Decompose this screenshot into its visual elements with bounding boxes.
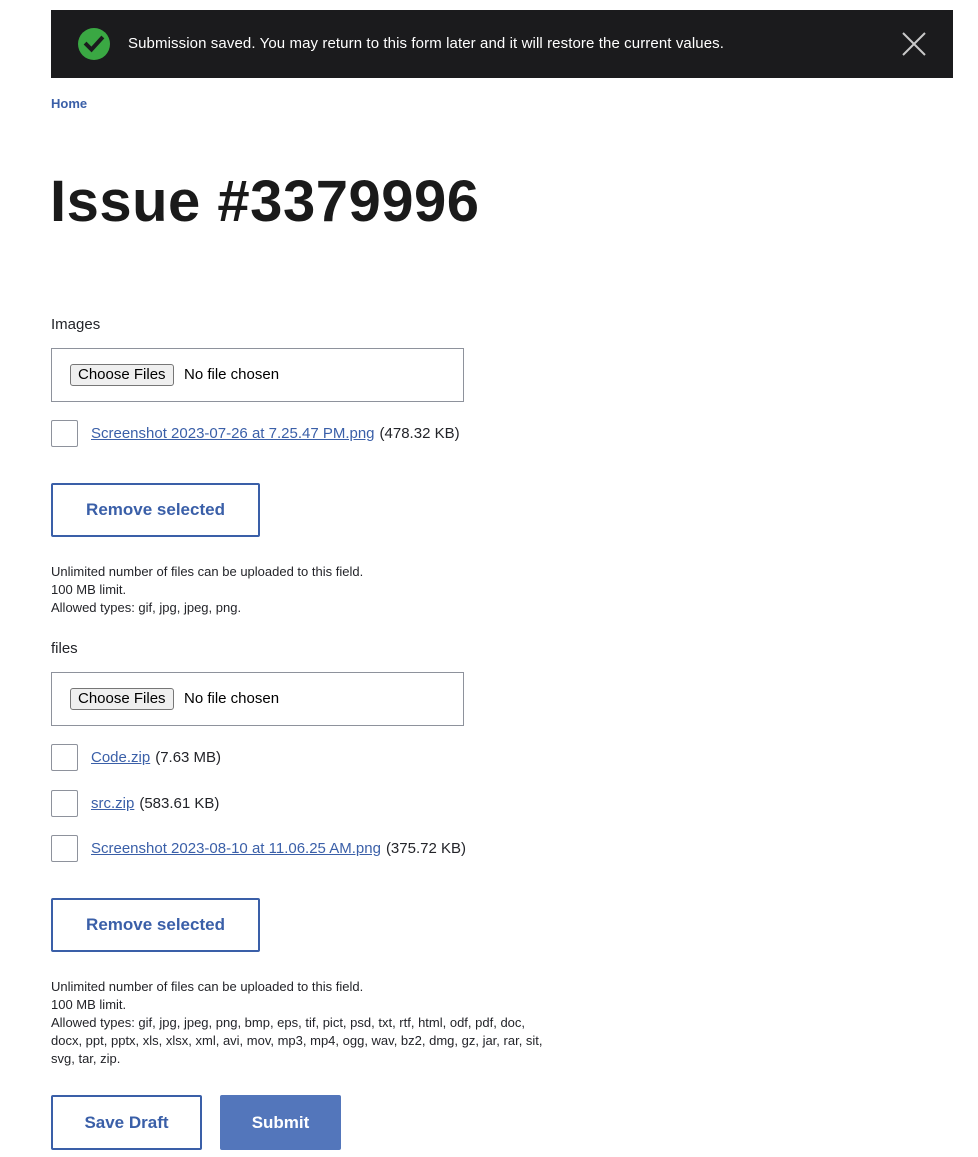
files-help-line: Unlimited number of files can be uploaded to this field. bbox=[51, 979, 364, 994]
images-help-line: 100 MB limit. bbox=[51, 582, 127, 597]
images-remove-selected-button[interactable]: Remove selected bbox=[51, 483, 260, 537]
images-file-link[interactable]: Screenshot 2023-07-26 at 7.25.47 PM.png bbox=[91, 424, 375, 442]
files-file-row bbox=[51, 835, 466, 861]
files-file-link[interactable]: Code.zip bbox=[91, 748, 151, 766]
images-file-size: (478.32 KB) bbox=[379, 424, 460, 442]
files-file-row bbox=[51, 744, 221, 770]
status-message bbox=[51, 10, 953, 78]
files-file-checkbox[interactable] bbox=[51, 835, 78, 862]
breadcrumb-home-link[interactable]: Home bbox=[51, 96, 88, 111]
files-file-link[interactable]: src.zip bbox=[91, 794, 135, 812]
page-title: Issue #3379996 bbox=[50, 169, 480, 234]
check-circle-icon bbox=[78, 28, 110, 60]
status-message-text: Submission saved. You may return to this form later and it will restore the current values. bbox=[128, 35, 725, 52]
files-file-link[interactable]: Screenshot 2023-08-10 at 11.06.25 AM.png bbox=[91, 839, 381, 857]
images-choose-files-button[interactable]: Choose Files bbox=[70, 364, 174, 386]
close-icon[interactable] bbox=[901, 31, 927, 57]
files-file-size: (7.63 MB) bbox=[155, 748, 222, 766]
files-file-row bbox=[51, 790, 219, 816]
files-help-line: docx, ppt, pptx, xls, xlsx, xml, avi, mov, mp3, mp4, ogg, wav, bz2, dmg, gz, jar, rar, sit, bbox=[51, 1033, 543, 1048]
images-file-row bbox=[51, 420, 460, 446]
save-draft-button[interactable]: Save Draft bbox=[51, 1095, 202, 1150]
files-help-line: 100 MB limit. bbox=[51, 997, 127, 1012]
files-field-label: files bbox=[51, 640, 78, 657]
files-file-size: (375.72 KB) bbox=[385, 839, 466, 857]
files-file-input[interactable] bbox=[51, 672, 464, 726]
files-help-line: Allowed types: gif, jpg, jpeg, png, bmp, eps, tif, pict, psd, txt, rtf, html, odf, pdf, doc, bbox=[51, 1015, 526, 1030]
files-help-text bbox=[51, 978, 543, 1068]
images-help-text bbox=[51, 563, 363, 617]
images-field-label: Images bbox=[51, 316, 101, 333]
files-choose-files-button[interactable]: Choose Files bbox=[70, 688, 174, 710]
files-file-size: (583.61 KB) bbox=[139, 794, 220, 812]
submit-button[interactable]: Submit bbox=[220, 1095, 341, 1150]
images-file-checkbox[interactable] bbox=[51, 420, 78, 447]
files-remove-selected-button[interactable]: Remove selected bbox=[51, 898, 260, 952]
images-help-line: Allowed types: gif, jpg, jpeg, png. bbox=[51, 600, 242, 615]
files-file-checkbox[interactable] bbox=[51, 790, 78, 817]
images-file-input[interactable] bbox=[51, 348, 464, 402]
files-no-file-text: No file chosen bbox=[184, 690, 280, 707]
images-no-file-text: No file chosen bbox=[184, 366, 280, 383]
files-file-checkbox[interactable] bbox=[51, 744, 78, 771]
images-help-line: Unlimited number of files can be uploaded to this field. bbox=[51, 564, 364, 579]
files-help-line: svg, tar, zip. bbox=[51, 1051, 121, 1066]
